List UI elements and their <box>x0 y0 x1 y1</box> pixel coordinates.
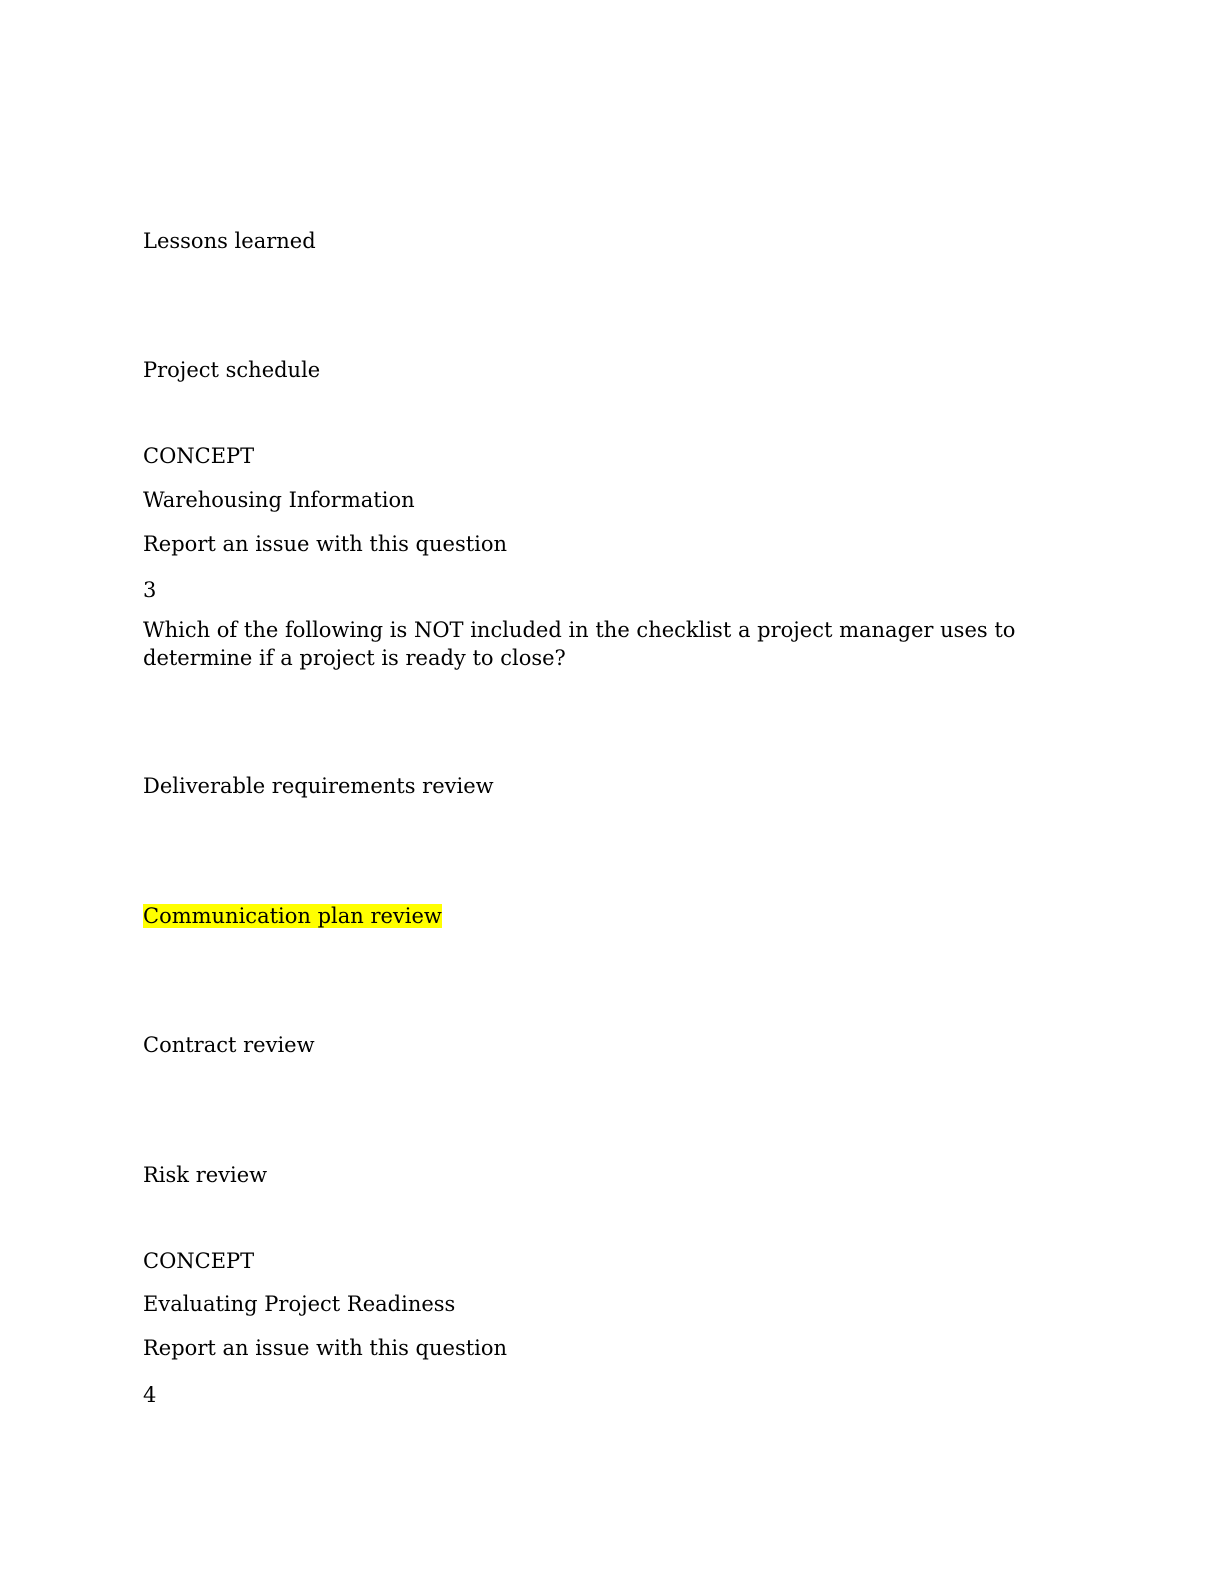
question-number: 3 <box>143 578 157 602</box>
report-issue-link[interactable]: Report an issue with this question <box>143 532 508 556</box>
answer-option-deliverable-requirements-review: Deliverable requirements review <box>143 774 494 798</box>
concept-name: Warehousing Information <box>143 488 415 512</box>
concept-name: Evaluating Project Readiness <box>143 1292 456 1316</box>
question-number: 4 <box>143 1383 157 1407</box>
highlighted-answer: Communication plan review <box>143 904 442 928</box>
answer-option-communication-plan-review-highlighted <box>143 902 442 930</box>
report-issue-link[interactable]: Report an issue with this question <box>143 1336 508 1360</box>
question-text: Which of the following is NOT included in the checklist a project manager uses to determine if a project is ready to close? <box>143 618 1016 670</box>
answer-option-project-schedule: Project schedule <box>143 358 321 382</box>
concept-label: CONCEPT <box>143 1249 255 1273</box>
concept-label: CONCEPT <box>143 444 255 468</box>
answer-option-lessons-learned: Lessons learned <box>143 229 316 253</box>
answer-option-contract-review: Contract review <box>143 1033 315 1057</box>
answer-option-risk-review: Risk review <box>143 1163 268 1187</box>
